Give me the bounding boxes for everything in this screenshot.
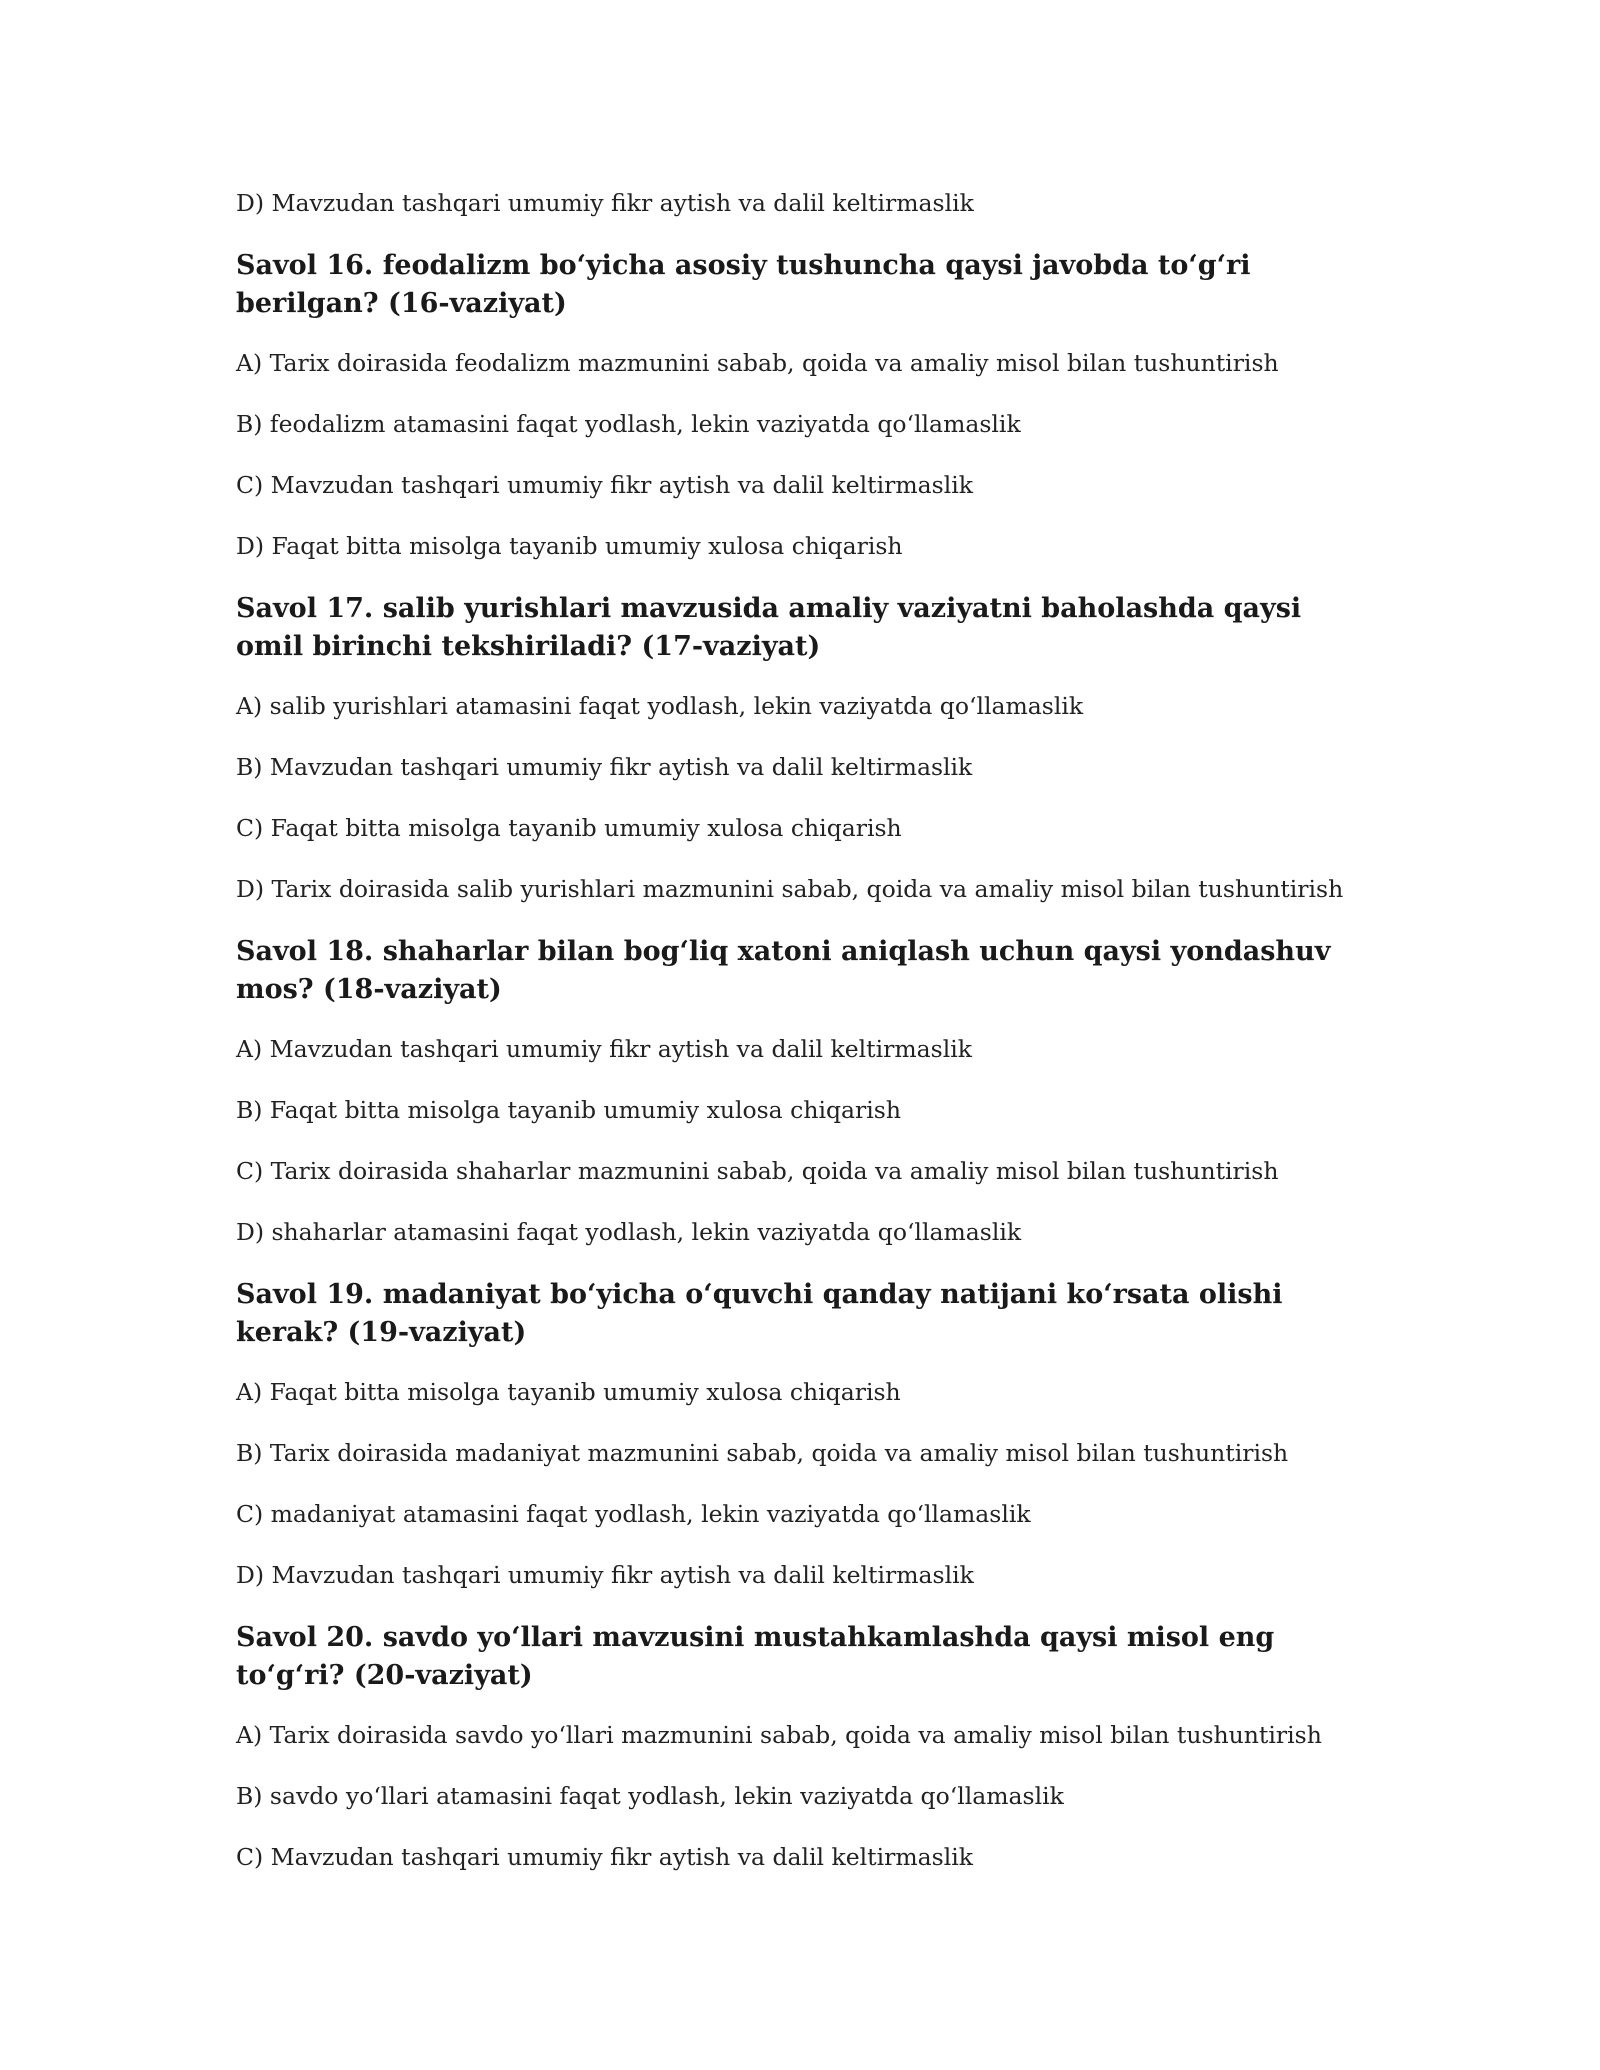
answer-option: A) Tarix doirasida savdo yo‘llari mazmunini sabab, qoida va amaliy misol bilan tushuntirish [236, 1721, 1322, 1749]
question-block [236, 1276, 1366, 1592]
question-title: Savol 18. shaharlar bilan bog‘liq xatoni aniqlash uchun qaysi yondashuv mos? (18-vaziyat) [236, 936, 1331, 1005]
question-title: Savol 17. salib yurishlari mavzusida amaliy vaziyatni baholashda qaysi omil birinchi tekshiriladi? (17-vaziyat) [236, 593, 1302, 662]
question-block [236, 590, 1366, 906]
question-title: Savol 20. savdo yo‘llari mavzusini mustahkamlashda qaysi misol eng to‘g‘ri? (20-vaziyat) [236, 1622, 1275, 1691]
answer-option: C) Faqat bitta misolga tayanib umumiy xulosa chiqarish [236, 814, 902, 842]
answer-option: C) madaniyat atamasini faqat yodlash, lekin vaziyatda qo‘llamaslik [236, 1500, 1031, 1528]
answer-option: D) Mavzudan tashqari umumiy fikr aytish va dalil keltirmaslik [236, 189, 974, 217]
answer-option: A) salib yurishlari atamasini faqat yodlash, lekin vaziyatda qo‘llamaslik [236, 692, 1084, 720]
answer-option: C) Mavzudan tashqari umumiy fikr aytish va dalil keltirmaslik [236, 471, 974, 499]
question-block [236, 933, 1366, 1249]
answer-option: C) Mavzudan tashqari umumiy fikr aytish va dalil keltirmaslik [236, 1843, 974, 1871]
question-title: Savol 16. feodalizm bo‘yicha asosiy tushuncha qaysi javobda to‘g‘ri berilgan? (16-vaziyat) [236, 250, 1251, 319]
answer-option: A) Mavzudan tashqari umumiy fikr aytish va dalil keltirmaslik [236, 1035, 972, 1063]
answer-option: D) Faqat bitta misolga tayanib umumiy xulosa chiqarish [236, 532, 903, 560]
answer-option: C) Tarix doirasida shaharlar mazmunini sabab, qoida va amaliy misol bilan tushuntirish [236, 1157, 1279, 1185]
answer-option: D) shaharlar atamasini faqat yodlash, lekin vaziyatda qo‘llamaslik [236, 1218, 1022, 1246]
answer-option: B) Tarix doirasida madaniyat mazmunini sabab, qoida va amaliy misol bilan tushuntirish [236, 1439, 1289, 1467]
answer-option: B) savdo yo‘llari atamasini faqat yodlash, lekin vaziyatda qo‘llamaslik [236, 1782, 1064, 1810]
answer-option: B) feodalizm atamasini faqat yodlash, lekin vaziyatda qo‘llamaslik [236, 410, 1021, 438]
answer-option: B) Mavzudan tashqari umumiy fikr aytish va dalil keltirmaslik [236, 753, 973, 781]
answer-option: A) Faqat bitta misolga tayanib umumiy xulosa chiqarish [236, 1378, 901, 1406]
question-title: Savol 19. madaniyat bo‘yicha o‘quvchi qanday natijani ko‘rsata olishi kerak? (19-vaziyat) [236, 1279, 1283, 1348]
answer-option: B) Faqat bitta misolga tayanib umumiy xulosa chiqarish [236, 1096, 901, 1124]
question-block [236, 247, 1366, 563]
answer-option: D) Tarix doirasida salib yurishlari mazmunini sabab, qoida va amaliy misol bilan tushuntirish [236, 875, 1344, 903]
answer-option: A) Tarix doirasida feodalizm mazmunini sabab, qoida va amaliy misol bilan tushuntirish [236, 349, 1279, 377]
answer-option: D) Mavzudan tashqari umumiy fikr aytish va dalil keltirmaslik [236, 1561, 974, 1589]
document-page [236, 186, 1366, 1901]
question-block [236, 1619, 1366, 1874]
